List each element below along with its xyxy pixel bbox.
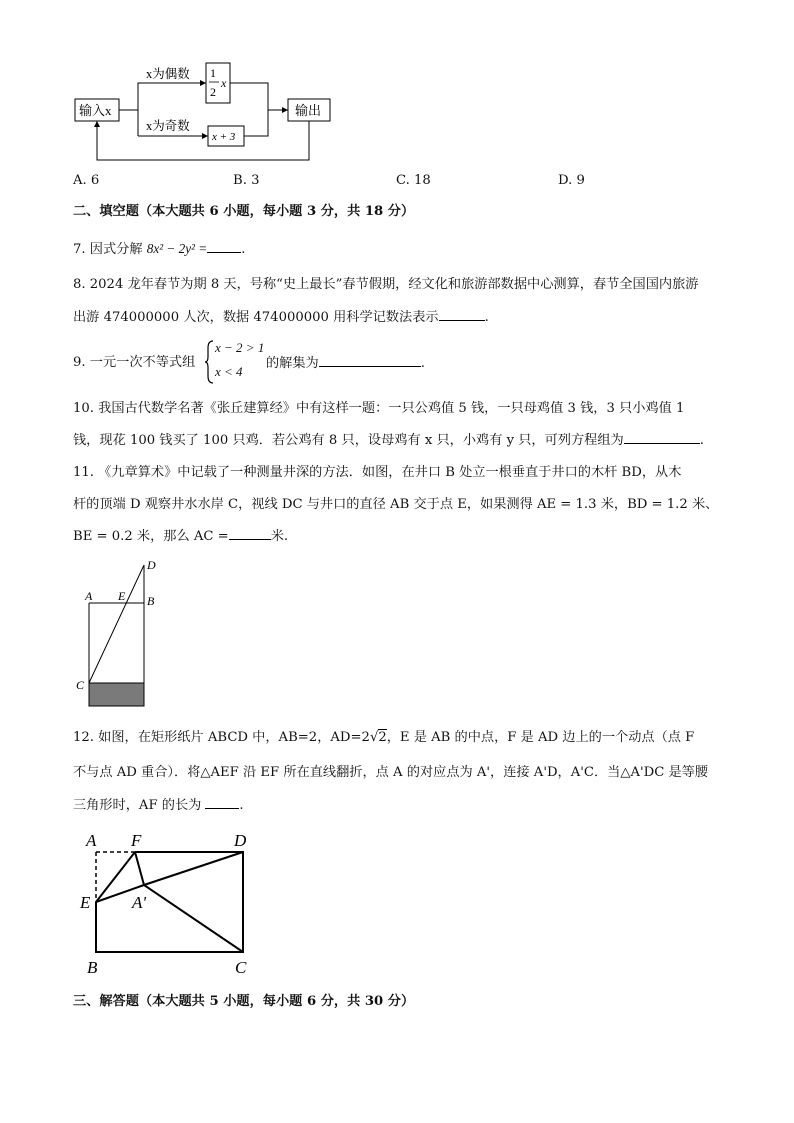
q10-suffix: . <box>699 433 704 448</box>
q9-inequality-system <box>205 340 267 384</box>
q7-suffix: . <box>241 242 246 257</box>
q9-inequality-1: x − 2 > 1 <box>215 340 265 355</box>
q7-answer-blank[interactable] <box>207 240 241 253</box>
question-9-prefix: 9. 一元一次不等式组 <box>73 355 196 370</box>
section-2-heading: 二、填空题（本大题共 6 小题，每小题 3 分，共 18 分） <box>73 204 415 219</box>
question-11-line-3 <box>73 527 288 546</box>
q7-expression: 8x² − 2y² = <box>146 241 208 256</box>
q10-answer-blank[interactable] <box>624 431 700 444</box>
question-12-line-1 <box>73 729 694 747</box>
well-figure <box>72 555 172 711</box>
label-e: E <box>80 893 91 912</box>
q8-suffix: . <box>484 310 489 325</box>
question-7 <box>73 240 245 259</box>
question-11-line-1: 11. 《九章算术》中记载了一种测量井深的方法．如图，在井口 B 处立一根垂直于井口的木杆 BD，从木 <box>73 465 682 480</box>
label-b: B <box>87 958 98 977</box>
q9-inequality-2: x < 4 <box>215 364 243 379</box>
option-b: B. 3 <box>233 173 260 188</box>
water-fill <box>89 683 144 706</box>
label-c: C <box>235 958 247 977</box>
q12-line-1-b: ，E 是 AB 的中点，F 是 AD 边上的一个动点（点 F <box>386 730 695 745</box>
q8-line-2-text: 出游 474000000 人次，数据 474000000 用科学记数法表示 <box>73 310 439 325</box>
half-denominator: 2 <box>210 85 216 99</box>
segment-a-prime-c <box>144 885 243 952</box>
q7-prefix: 7. 因式分解 <box>73 242 147 257</box>
question-9-answer <box>266 354 425 373</box>
question-10-line-2 <box>73 431 704 450</box>
label-e: E <box>118 589 126 603</box>
question-11-line-2: 杆的顶端 D 观察井水水岸 C，视线 DC 与井口的直径 AB 交于点 E，如果测得 AE = 1.3 米，BD = 1.2 米、 <box>73 497 719 512</box>
q12-suffix: . <box>239 798 244 813</box>
brace-icon <box>205 340 215 384</box>
q9-mid: 的解集为 <box>266 356 319 371</box>
option-c: C. 18 <box>396 173 431 188</box>
q11-suffix: 米. <box>270 529 289 544</box>
rectangle-figure <box>76 826 266 978</box>
label-d: D <box>234 831 247 850</box>
sqrt-icon: √ <box>369 730 379 745</box>
segment-a-prime-d <box>144 852 243 885</box>
q9-answer-blank[interactable] <box>319 354 421 367</box>
sight-line-dc <box>89 565 144 683</box>
flowchart-figure <box>70 58 340 168</box>
even-label: x为偶数 <box>146 67 190 81</box>
q12-sqrt-radicand: 2 <box>378 730 387 745</box>
q8-answer-blank[interactable] <box>439 308 485 321</box>
option-a: A. 6 <box>73 173 100 188</box>
q10-line-2-text: 钱，现花 100 钱买了 100 只鸡．若公鸡有 8 只，设母鸡有 x 只，小鸡有 y 只，可列方程组为 <box>73 433 624 448</box>
question-10-line-1: 10. 我国古代数学名著《张丘建算经》中有这样一题：一只公鸡值 5 钱，一只母鸡值 3 钱，3 只小鸡值 1 <box>73 401 685 416</box>
q11-answer-blank[interactable] <box>229 527 271 540</box>
half-numerator: 1 <box>210 66 216 80</box>
q12-answer-blank[interactable] <box>205 796 239 809</box>
half-variable: x <box>221 76 227 90</box>
q12-line-3-text: 三角形时，AF 的长为 <box>73 798 202 813</box>
q12-line-1-a: 12. 如图，在矩形纸片 ABCD 中，AB=2，AD=2 <box>73 730 370 745</box>
plus3-label: x + 3 <box>212 131 236 143</box>
input-label: 输入x <box>79 103 112 118</box>
odd-label: x为奇数 <box>146 119 190 133</box>
q9-suffix: . <box>420 356 425 371</box>
label-b: B <box>147 594 155 608</box>
segment-fa-prime <box>135 852 144 885</box>
label-c: C <box>76 678 85 692</box>
question-12-line-2: 不与点 AD 重合）．将△AEF 沿 EF 所在直线翻折，点 A 的对应点为 A'，连接 A'D，A'C．当△A'DC 是等腰 <box>73 765 709 780</box>
label-d: D <box>147 558 156 572</box>
q11-line-3-text: BE = 0.2 米，那么 AC = <box>73 529 229 544</box>
question-12-line-3 <box>73 796 244 815</box>
question-8-line-2 <box>73 308 489 327</box>
label-a: A <box>86 831 97 850</box>
question-8-line-1: 8. 2024 龙年春节为期 8 天，号称“史上最长”春节假期，经文化和旅游部数据中心测算，春节全国国内旅游 <box>73 277 699 292</box>
label-a-prime: A' <box>132 893 147 912</box>
label-a: A <box>85 589 93 603</box>
section-3-heading: 三、解答题（本大题共 5 小题，每小题 6 分，共 30 分） <box>73 994 415 1009</box>
output-label: 输出 <box>295 103 322 118</box>
label-f: F <box>131 831 142 850</box>
option-d: D. 9 <box>558 173 585 188</box>
